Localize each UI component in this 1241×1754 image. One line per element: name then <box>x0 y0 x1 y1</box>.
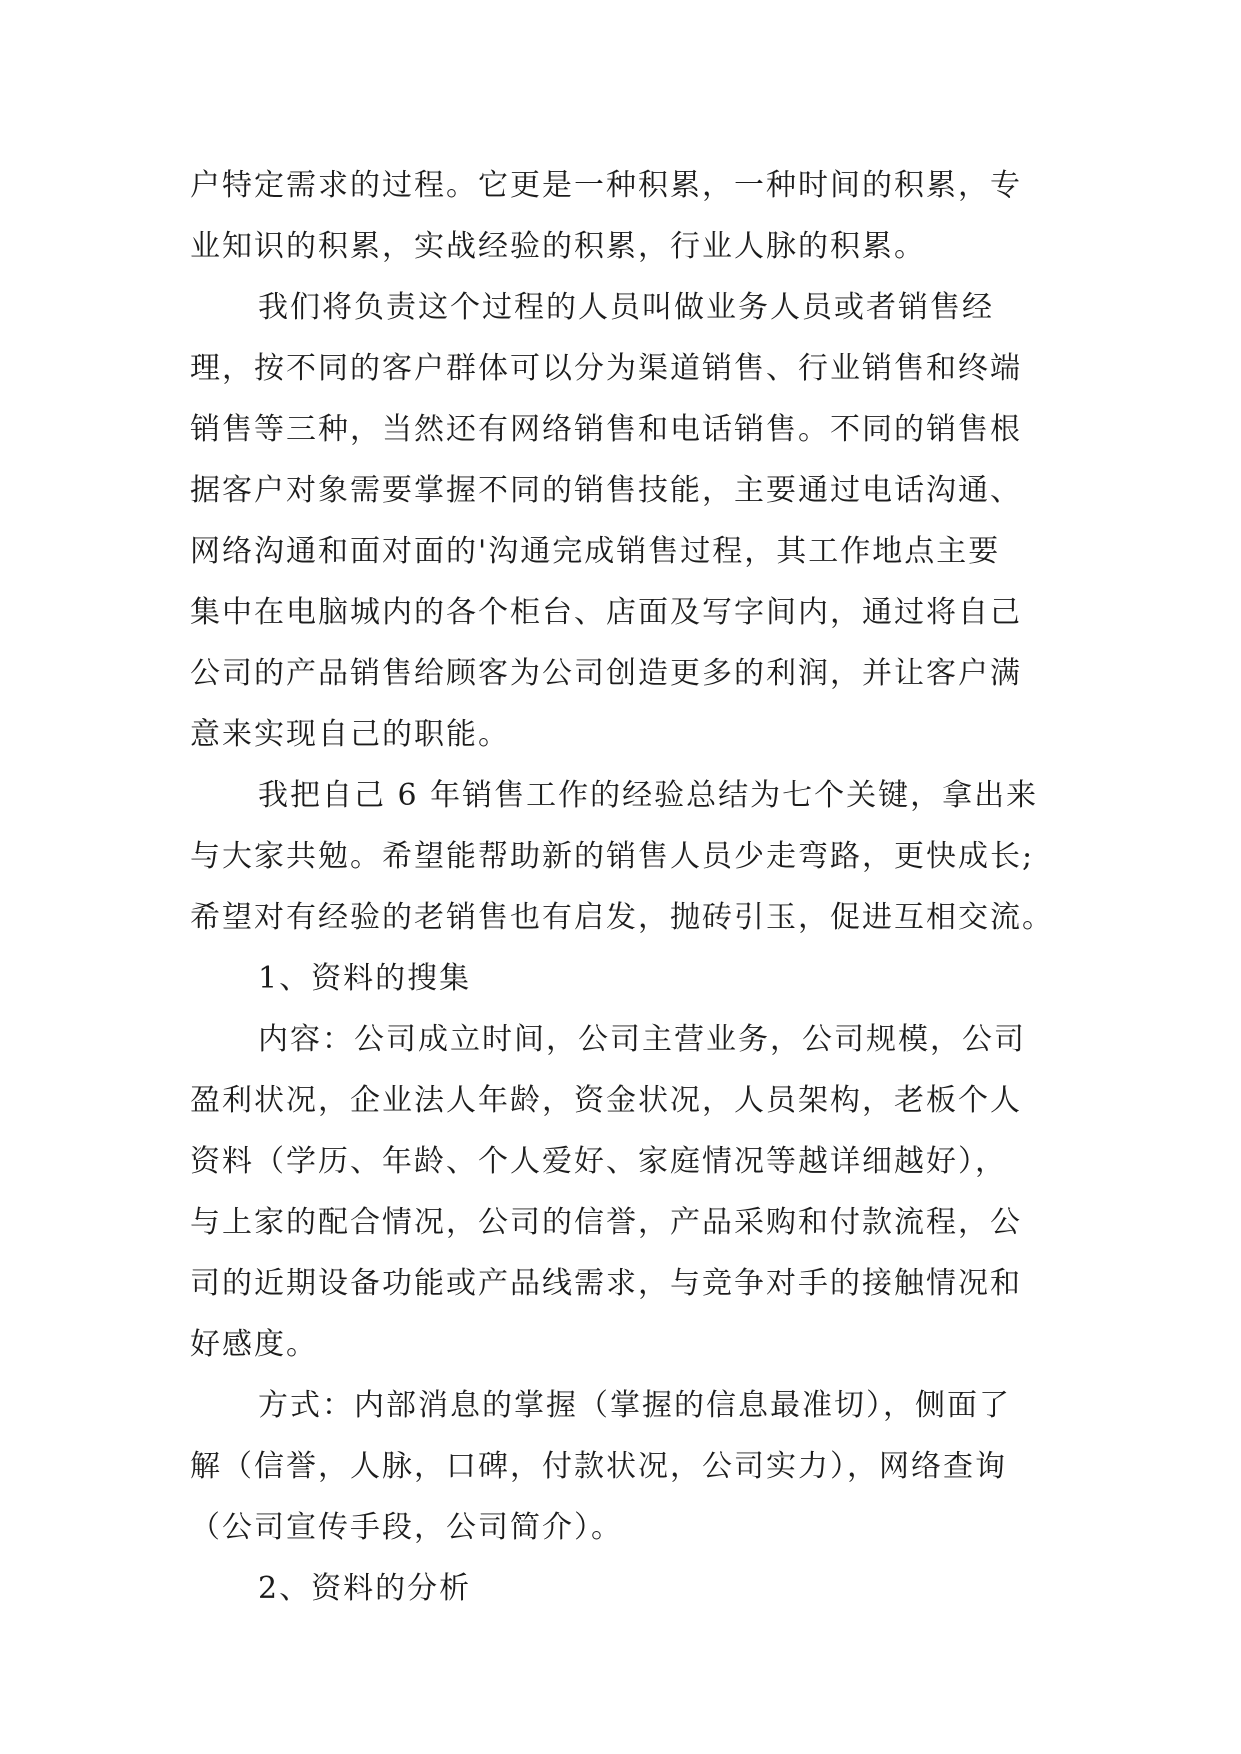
text-line: 司的近期设备功能或产品线需求，与竞争对手的接触情况和 <box>190 1266 1022 1301</box>
section-heading-1: 1、资料的搜集 <box>258 961 472 996</box>
text-line: 与上家的配合情况，公司的信誉，产品采购和付款流程，公 <box>190 1205 1022 1240</box>
text-line: 据客户对象需要掌握不同的销售技能，主要通过电话沟通、 <box>190 473 1022 508</box>
paragraph-start-line: 我们将负责这个过程的人员叫做业务人员或者销售经 <box>258 290 994 325</box>
text-line: 解（信誉，人脉，口碑，付款状况，公司实力），网络查询 <box>190 1449 1007 1484</box>
text-line: 资料（学历、年龄、个人爱好、家庭情况等越详细越好）， <box>190 1144 1007 1179</box>
text-line: 销售等三种，当然还有网络销售和电话销售。不同的销售根 <box>190 412 1022 447</box>
text-line: 公司的产品销售给顾客为公司创造更多的利润，并让客户满 <box>190 656 1022 691</box>
text-line: 与大家共勉。希望能帮助新的销售人员少走弯路，更快成长; <box>190 839 1035 874</box>
text-line: 网络沟通和面对面的'沟通完成销售过程，其工作地点主要 <box>190 534 1001 569</box>
document-body <box>190 155 1054 1619</box>
section-heading-2: 2、资料的分析 <box>258 1571 472 1606</box>
paragraph-start-line: 内容：公司成立时间，公司主营业务，公司规模，公司 <box>258 1022 1026 1057</box>
text-line: 户特定需求的过程。它更是一种积累，一种时间的积累，专 <box>190 168 1022 203</box>
text-line: 业知识的积累，实战经验的积累，行业人脉的积累。 <box>190 229 926 264</box>
paragraph-start-line: 我把自己 6 年销售工作的经验总结为七个关键，拿出来 <box>258 778 1039 813</box>
text-line: 希望对有经验的老销售也有启发，抛砖引玉，促进互相交流。 <box>190 900 1054 935</box>
text-line: 理，按不同的客户群体可以分为渠道销售、行业销售和终端 <box>190 351 1022 386</box>
text-line: 集中在电脑城内的各个柜台、店面及写字间内，通过将自己 <box>190 595 1022 630</box>
text-line: 意来实现自己的职能。 <box>190 717 510 752</box>
text-line: （公司宣传手段，公司简介）。 <box>190 1510 623 1545</box>
paragraph-start-line: 方式：内部消息的掌握（掌握的信息最准切），侧面了 <box>258 1388 1011 1423</box>
text-line: 好感度。 <box>190 1327 318 1362</box>
text-line: 盈利状况，企业法人年龄，资金状况，人员架构，老板个人 <box>190 1083 1022 1118</box>
